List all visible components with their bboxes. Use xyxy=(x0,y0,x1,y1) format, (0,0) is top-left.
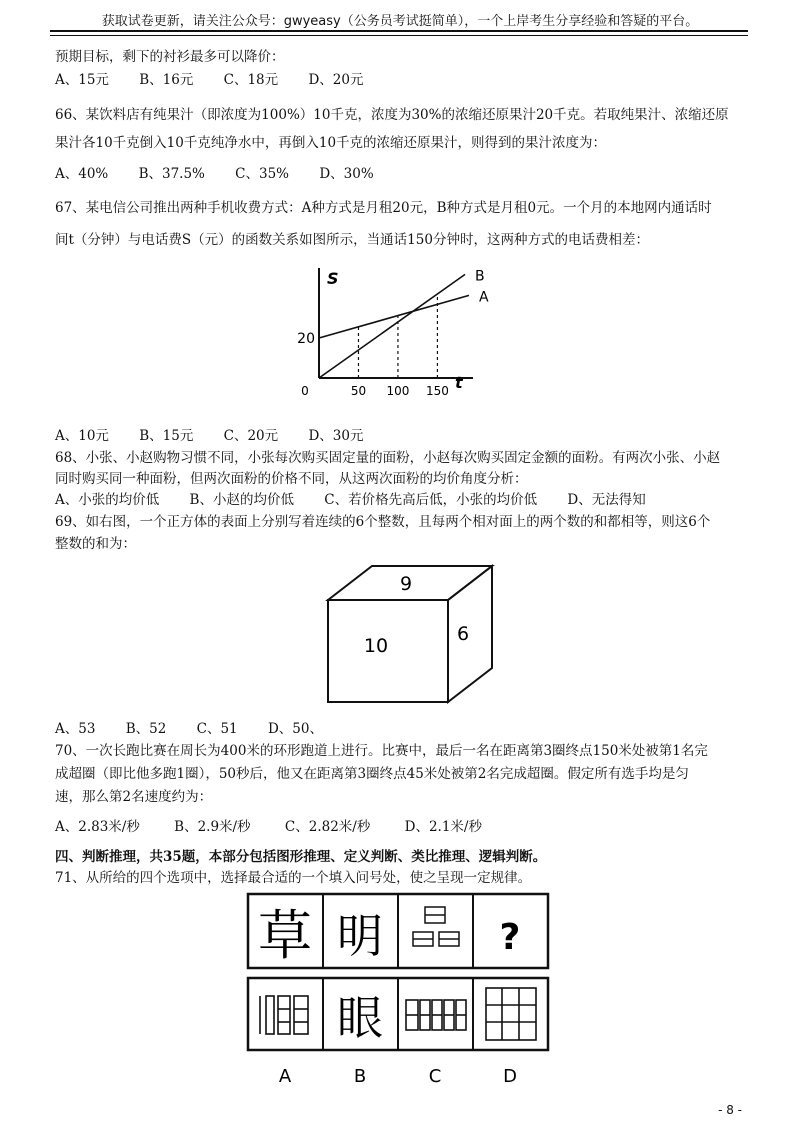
series-label-b: B xyxy=(475,268,485,285)
q65-options xyxy=(55,68,389,88)
option-b: B、小赵的均价低 xyxy=(189,492,294,508)
y-axis-label: S xyxy=(327,269,339,288)
x-tick-label-50: 50 xyxy=(350,384,367,398)
option-a: A、10元 xyxy=(55,428,109,444)
option-c: C、若价格先高后低，小张的均价低 xyxy=(324,492,538,508)
option-d: D、无法得知 xyxy=(567,492,646,508)
q68-line2: 同时购买同一种面粉，但两次面粉的价格不同，从这两次面粉的均价角度分析： xyxy=(55,471,528,487)
header-rule xyxy=(50,30,748,32)
pattern-figure xyxy=(246,892,552,1092)
page-number: - 8 - xyxy=(718,1103,742,1117)
option-b: B、52 xyxy=(125,721,167,737)
option-a: A、2.83米/秒 xyxy=(55,819,140,835)
option-b: B、15元 xyxy=(139,428,194,444)
option-d: D、30元 xyxy=(308,428,364,444)
q68-options xyxy=(55,488,672,508)
q70-line1: 70、一次长跑比赛在周长为400米的环形跑道上进行。比赛中，最后一名在距离第3圈终点150米处被第1名完 xyxy=(55,743,708,759)
q71-line1: 71、从所给的四个选项中，选择最合适的一个填入问号处，使之呈现一定规律。 xyxy=(55,870,532,886)
q69-options xyxy=(55,717,349,737)
option-d: D、20元 xyxy=(308,72,364,88)
top-cell-1: 草 xyxy=(258,904,312,967)
option-c: C、51 xyxy=(196,721,238,737)
q70-options xyxy=(55,815,512,835)
option-d: D、2.1米/秒 xyxy=(404,819,482,835)
option-c: C、18元 xyxy=(223,72,279,88)
q70-line3: 速，那么第2名速度约为： xyxy=(55,789,213,805)
option-a: A、小张的均价低 xyxy=(55,492,160,508)
option-label-b: B xyxy=(353,1066,367,1087)
y-tick-label-20: 20 xyxy=(297,331,315,347)
x-axis-label: t xyxy=(455,373,463,392)
option-label-a: A xyxy=(278,1066,292,1087)
x-tick-label-100: 100 xyxy=(386,384,410,398)
top-cell-3-shape xyxy=(413,907,459,946)
cube-top-number: 9 xyxy=(399,573,413,595)
option-c-shape xyxy=(406,1000,466,1030)
phone-fee-chart xyxy=(285,262,495,410)
cube-figure xyxy=(320,560,500,708)
option-d: D、30% xyxy=(319,166,374,182)
section-heading: 四、判断推理，共35题，本部分包括图形推理、定义判断、类比推理、逻辑判断。 xyxy=(55,849,547,865)
header-rule-thin xyxy=(50,35,748,36)
cube-right-face xyxy=(448,566,492,702)
x-tick-label-0: 0 xyxy=(301,384,309,398)
q66-options xyxy=(55,162,400,182)
option-c: C、35% xyxy=(235,166,290,182)
header-banner: 获取试卷更新，请关注公众号：gwyeasy（公务员考试挺简单），一个上岸考生分享经验和答疑的平台。 xyxy=(101,14,699,29)
q69-line1: 69、如右图，一个正方体的表面上分别写着连续的6个整数，且每两个相对面上的两个数的和都相等，则这6个 xyxy=(55,514,711,530)
option-a-shape xyxy=(260,996,308,1034)
cube-front-number: 10 xyxy=(363,635,389,657)
option-a: A、40% xyxy=(55,166,109,182)
option-c: C、2.82米/秒 xyxy=(284,819,371,835)
series-line-b xyxy=(319,274,465,378)
option-label-c: C xyxy=(428,1066,442,1087)
q69-line2: 整数的和为： xyxy=(55,536,136,552)
option-c: C、20元 xyxy=(223,428,279,444)
option-b: B、37.5% xyxy=(138,166,205,182)
q66-line2: 果汁各10千克倒入10千克纯净水中，再倒入10千克的浓缩还原果汁，则得到的果汁浓度为： xyxy=(55,135,607,151)
option-label-d: D xyxy=(503,1066,517,1087)
q68-line1: 68、小张、小赵购物习惯不同，小张每次购买固定量的面粉，小赵每次购买固定金额的面粉。有两次小张、小赵 xyxy=(55,450,721,466)
x-tick-label-150: 150 xyxy=(425,384,449,398)
option-d: D、50、 xyxy=(267,721,323,737)
q70-line2: 成超圈（即比他多跑1圈），50秒后，他又在距离第3圈终点45米处被第2名完成超圈。假定所有选手均是匀 xyxy=(55,766,689,782)
cube-right-number: 6 xyxy=(456,623,470,645)
option-b: B、2.9米/秒 xyxy=(174,819,251,835)
series-line-a xyxy=(319,295,469,338)
question-mark-cell: ? xyxy=(499,917,521,958)
top-cell-2: 明 xyxy=(337,909,383,963)
q67-options xyxy=(55,424,389,444)
series-label-a: A xyxy=(479,289,489,306)
option-a: A、15元 xyxy=(55,72,109,88)
q66-line1: 66、某饮料店有纯果汁（即浓度为100%）10千克，浓度为30%的浓缩还原果汁20千克。若取纯果汁、浓缩还原 xyxy=(55,107,729,123)
q67-line1: 67、某电信公司推出两种手机收费方式：A种方式是月租20元，B种方式是月租0元。一个月的本地网内通话时 xyxy=(55,200,712,216)
option-b-shape: 眼 xyxy=(337,991,383,1045)
option-a: A、53 xyxy=(55,721,96,737)
option-b: B、16元 xyxy=(139,72,194,88)
q67-line2: 间t（分钟）与电话费S（元）的函数关系如图所示，当通话150分钟时，这两种方式的电话费相差： xyxy=(55,232,649,248)
option-d-shape xyxy=(486,988,536,1040)
q65-text: 预期目标，剩下的衬衫最多可以降价： xyxy=(55,49,285,65)
